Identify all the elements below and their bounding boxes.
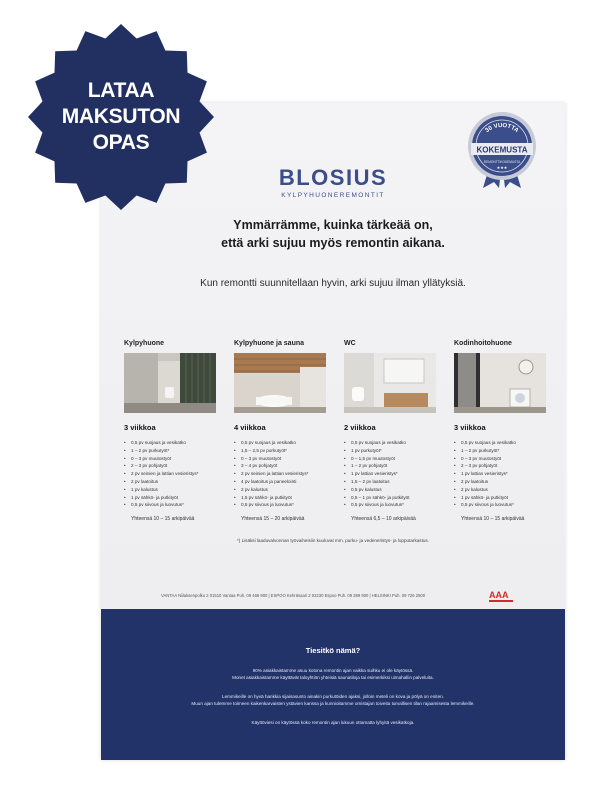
office-addresses: VANTAA Niilaksenpolku 2 01510 Vantaa Puh. 09 466 900 | ESPOO Kehräsaari 2 02230 Espoo Puh. 09 289 900 | HELSINKI Puh. 09 726 2500 [161,593,426,598]
list-item: • 1,5 – 2 pv laatoitus [344,478,440,486]
column-title: Kylpyhuone [124,340,165,347]
list-item: • 0 – 3 pv muutostyöt [124,455,220,463]
duration: 3 viikkoa [454,423,486,432]
experience-seal [461,108,543,190]
list-item: • 0,5 – 1 pv sähkö- ja putkityöt [344,494,440,502]
list-item: • 0 – 3 pv muutostyöt [234,455,330,463]
list-item: • 3 – 4 pv pohjatyöt [234,462,330,470]
list-item: • 2 – 3 pv pohjatyöt [124,462,220,470]
list-item: • 1 – 2 pv purkutyöt* [454,447,550,455]
bathroom-photo [124,353,216,413]
seal-bottom-text: REMONTTIKOKEMUSTA [483,160,521,164]
list-item: • 1 pv lattian vesieristys* [454,470,550,478]
list-item: • 0,5 pv siivous ja luovutus* [124,501,220,509]
list-item: • 2 pv kalustus [234,486,330,494]
list-item: • 0,5 pv suojaus ja vesikatko [344,439,440,447]
list-item: • 0,5 pv siivous ja luovutus* [234,501,330,509]
column-title: Kylpyhuone ja sauna [234,340,305,347]
list-item: • 0,5 pv suojaus ja vesikatko [234,439,330,447]
aaa-underline [489,600,513,602]
list-item: • 0,5 pv suojaus ja vesikatko [454,439,550,447]
wc-photo [344,353,436,413]
list-item: • 0,5 pv siivous ja luovutus* [454,501,550,509]
total-days: Yhteensä 10 – 15 arkipäivää [461,516,525,523]
list-item: • 1 pv sähkö- ja putkityöt [124,494,220,502]
column-title: Kodinhoitohuone [454,340,512,347]
task-list [234,439,330,509]
duration: 4 viikkoa [234,423,266,432]
sauna-photo [234,353,326,413]
brand-subtitle: KYLPYHUONEREMONTIT [281,192,385,199]
column-title: WC [344,340,356,347]
list-item: • 2 pv seinien ja lattian vesieristys* [234,470,330,478]
list-item: • 1 pv purkutyöt* [344,447,440,455]
badge-line: MAKSUTON [61,105,181,128]
laundry-room-photo [454,353,546,413]
info-paragraph-1 [121,667,545,682]
headline-line-1: Ymmärrämme, kuinka tärkeää on, [233,218,433,232]
duration: 3 viikkoa [124,423,156,432]
info-section [101,609,565,760]
headline-line-2: että arki sujuu myös remontin aikana. [221,236,445,250]
column-wc [344,340,440,522]
list-item: • 1 – 2 pv purkutyöt* [124,447,220,455]
task-list [344,439,440,509]
list-item: • 2 pv laatoitus [454,478,550,486]
duration: 2 viikkoa [344,423,376,432]
list-item: • 0 – 3 pv muutostyöt [454,455,550,463]
task-list [124,439,220,509]
list-item: • 1,5 pv sähkö- ja putkityöt [234,494,330,502]
list-item: • 1 – 2 pv pohjatyöt [344,462,440,470]
badge-line: OPAS [92,131,150,154]
footnote: *) Lisäksi laaduvalvonnan työvaiheisiin kuuluvat mm. purku- ja vedeneristys- ja lopputarkastus. [236,538,429,543]
brand-name: BLOSIUS [278,165,388,190]
seal-middle-text: KOKEMUSTA [476,145,528,155]
list-item: • 2 pv kalustus [454,486,550,494]
column-kylpyhuone [124,340,220,522]
total-days: Yhteensä 15 – 20 arkipäivää [241,516,305,523]
subheadline: Kun remontti suunnitellaan hyvin, arki sujuu ilman yllätyksiä. [200,278,466,289]
aaa-rating-logo: AAA [489,590,509,600]
info-text: Lemmikeille on hyvä hankkia sijaisasunto ainakin purkutöiden ajaksi, jolloin meteli on kova ja pölyä on eniten. [222,694,444,699]
headline [101,216,565,252]
info-text: Muun ajan tulemme toimeen kaikenkarvaisten ystävien kanssa ja kunnioitamme omistajan toiveita turvallisen tilan rajaamisesta lemmikeille. [191,701,475,707]
list-item: • 2 pv laatoitus [124,478,220,486]
list-item: • 4 pv laatoitus ja paneelointi [234,478,330,486]
list-item: • 0 – 1,5 pv muutostyöt [344,455,440,463]
list-item: • 1 pv kalustus [124,486,220,494]
info-paragraph-3: Käyttöviesi on käytössä koko remontin ajan lukuun ottamatta lyhyitä vesikatkoja. [251,720,415,725]
total-days: Yhteensä 6,5 – 10 arkipäivää [351,516,416,523]
total-days: Yhteensä 10 – 15 arkipäivää [131,516,195,523]
list-item: • 0,5 pv siivous ja luovutus* [344,501,440,509]
info-title: Tiesitkö nämä? [305,646,361,655]
list-item: • 1,5 – 2,5 pv purkutyöt* [234,447,330,455]
info-text: 90% asiakkaistamme asuu kotona remontin ajan vaikka suihku ei ole käytössä. [252,668,414,673]
download-badge-label[interactable] [26,22,216,212]
column-kylpyhuone-ja-sauna [234,340,330,522]
seal-stars: ★★★ [496,165,508,170]
task-list [454,439,550,509]
column-kodinhoitohuone [454,340,550,522]
badge-line: LATAA [87,79,155,102]
list-item: • 1 pv lattian vesieristys* [344,470,440,478]
list-item: • 2 pv seinien ja lattian vesieristys* [124,470,220,478]
list-item: • 0,5 pv suojaus ja vesikatko [124,439,220,447]
seal-top-text: 30 VUOTTA [484,122,520,135]
list-item: • 1 pv sähkö- ja putkityöt [454,494,550,502]
info-paragraph-2 [121,693,545,708]
info-text: Monet asiakkaistamme käyttävät taloyhtiön yhteisiä saunatiloja tai esimerkiksi uimahallin palveluita. [232,675,434,681]
list-item: • 0,5 pv kalustus [344,486,440,494]
list-item: • 2 – 3 pv pohjatyöt [454,462,550,470]
